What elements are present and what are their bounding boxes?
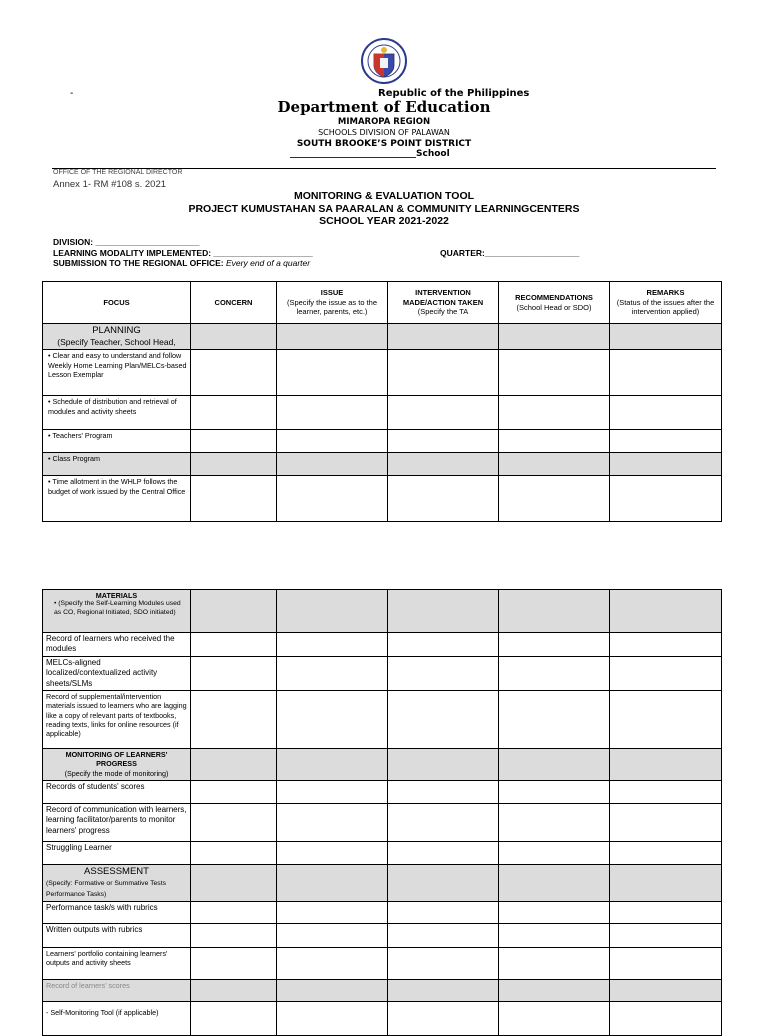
table-header-row — [43, 282, 722, 324]
quarter-field: QUARTER:____________________ — [440, 248, 580, 258]
planning-item: • Class Program — [43, 453, 191, 476]
office-line: OFFICE OF THE REGIONAL DIRECTOR — [53, 169, 183, 176]
col-remarks-note: (Status of the issues after the intervention applied) — [616, 297, 715, 317]
annex-line: Annex 1- RM #108 s. 2021 — [53, 179, 167, 190]
doc-title-2: PROJECT KUMUSTAHAN SA PAARALAN & COMMUNITY LEARNINGCENTERS — [188, 203, 580, 215]
monitoring-title: MONITORING OF LEARNERS' PROGRESS — [65, 749, 168, 769]
header-dot: - — [70, 88, 74, 99]
department-title: Department of Education — [277, 98, 491, 116]
region-line: MIMAROPA REGION — [337, 117, 431, 127]
materials-section — [43, 590, 191, 633]
district-line: SOUTH BROOKE’S POINT DISTRICT — [296, 139, 472, 149]
col-issue-note: (Specify the issue as to the learner, parents, etc.) — [286, 297, 378, 317]
col-concern: CONCERN — [191, 282, 277, 324]
table-row — [43, 633, 722, 657]
planning-item: • Time allotment in the WHLP follows the budget of work issued by the Central Office — [43, 476, 191, 522]
assessment-item: - Self-Monitoring Tool (if applicable) — [43, 1001, 191, 1035]
table-row — [43, 780, 722, 803]
deped-seal-logo — [361, 38, 407, 84]
col-intervention-note: (Specify the TA — [417, 307, 469, 317]
materials-section-row — [43, 590, 722, 633]
table-row — [43, 1001, 722, 1035]
col-issue-label: ISSUE — [320, 287, 344, 297]
republic-line: Republic of the Philippines — [378, 88, 530, 99]
division-line: SCHOOLS DIVISION OF PALAWAN — [318, 128, 450, 137]
submission-label: SUBMISSION TO THE REGIONAL OFFICE: — [53, 258, 224, 268]
monitoring-section-row — [43, 748, 722, 780]
materials-note: • (Specify the Self-Learning Modules used as CO, Regional Initiated, SDO initiated) — [54, 600, 181, 617]
table-row — [43, 947, 722, 979]
monitoring-item: Struggling Learner — [43, 841, 191, 864]
planning-table — [42, 281, 722, 522]
school-line: ____________________________School — [290, 149, 450, 159]
col-recommendations-note: (School Head or SDO) — [516, 302, 592, 312]
assessment-title: ASSESSMENT — [84, 865, 149, 877]
materials-item: Record of supplemental/intervention materials issued to learners who are lagging like a copy of relevant parts of textbooks, reading texts, links for online resources (if applicable) — [43, 690, 191, 748]
table-row — [43, 690, 722, 748]
submission-value: Every end of a quarter — [223, 258, 311, 268]
planning-item: • Schedule of distribution and retrieval of modules and activity sheets — [43, 396, 191, 430]
col-remarks-label: REMARKS — [646, 287, 685, 297]
table-row — [43, 476, 722, 522]
table-row — [43, 923, 722, 947]
table-row — [43, 350, 722, 396]
planning-section — [43, 324, 191, 350]
col-recommendations — [499, 282, 610, 324]
doc-title-1: MONITORING & EVALUATION TOOL — [293, 190, 475, 202]
materials-title: MATERIALS — [95, 591, 138, 600]
materials-table — [42, 589, 722, 1036]
assessment-section-row — [43, 864, 722, 901]
planning-item: • Teachers' Program — [43, 430, 191, 453]
col-remarks — [610, 282, 722, 324]
assessment-section — [43, 864, 191, 901]
table-row — [43, 803, 722, 841]
col-focus: FOCUS — [43, 282, 191, 324]
assessment-note: (Specify: Formative or Summative Tests Performance Tasks) — [46, 880, 166, 899]
modality-field: LEARNING MODALITY IMPLEMENTED: _____________________ — [53, 248, 313, 258]
assessment-item: Record of learners' scores — [43, 979, 191, 1001]
col-intervention — [388, 282, 499, 324]
assessment-item: Learners' portfolio containing learners' outputs and activity sheets — [43, 947, 191, 979]
table-row — [43, 841, 722, 864]
submission-field — [53, 258, 310, 268]
monitoring-section — [43, 748, 191, 780]
table-row — [43, 979, 722, 1001]
assessment-item: Written outputs with rubrics — [43, 923, 191, 947]
planning-section-row — [43, 324, 722, 350]
monitoring-item: Records of students' scores — [43, 780, 191, 803]
division-field: DIVISION: ______________________ — [53, 237, 200, 247]
table-row — [43, 453, 722, 476]
col-recommendations-label: RECOMMENDATIONS — [515, 292, 593, 302]
table-row — [43, 396, 722, 430]
table-row — [43, 656, 722, 690]
monitoring-item: Record of communication with learners, learning facilitator/parents to monitor learners' progress — [43, 803, 191, 841]
materials-item: Record of learners who received the modules — [43, 633, 191, 657]
col-intervention-label: INTERVENTION MADE/ACTION TAKEN — [402, 287, 484, 307]
planning-title: PLANNING — [92, 325, 141, 336]
assessment-item: Performance task/s with rubrics — [43, 901, 191, 923]
table-row — [43, 430, 722, 453]
col-issue — [277, 282, 388, 324]
planning-note: (Specify Teacher, School Head, — [57, 337, 176, 348]
table-row — [43, 901, 722, 923]
monitoring-note: (Specify the mode of monitoring) — [64, 768, 169, 778]
planning-item: • Clear and easy to understand and follow Weekly Home Learning Plan/MELCs-based Lesson Exemplar — [43, 350, 191, 396]
materials-item: MELCs-aligned localized/contextualized activity sheets/SLMs — [43, 656, 191, 690]
doc-title-3: SCHOOL YEAR 2021-2022 — [319, 215, 449, 227]
